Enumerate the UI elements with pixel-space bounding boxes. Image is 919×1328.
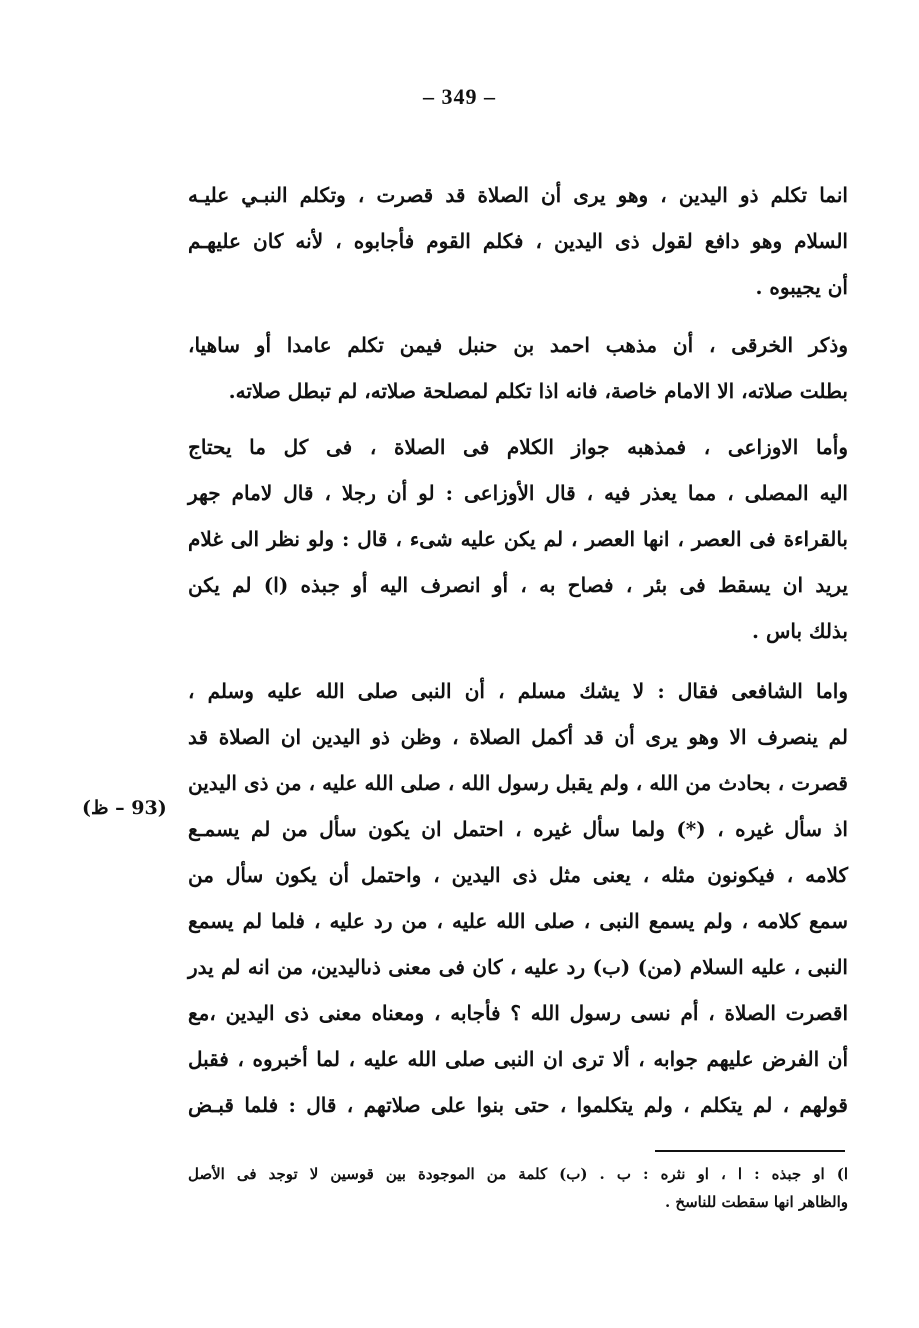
paragraph-4 [188, 668, 848, 1128]
text-line: اليه المصلى ، مما يعذر فيه ، قال الأوزاعى : لو أن رجلا ، قال لامام جهر [188, 481, 848, 505]
text-line: اذ سأل غيره ، (*) ولما سأل غيره ، احتمل ان يكون سأل من لم يسمـع [188, 817, 848, 841]
paragraph-3 [188, 424, 848, 654]
text-line: لم ينصرف الا وهو يرى أن قد أكمل الصلاة ، وظن ذو اليدين ان الصلاة قد [188, 725, 848, 749]
margin-folio-note: (93 – ظ) [82, 797, 167, 819]
text-line: أن يجيبوه . [755, 275, 848, 299]
text-line: وأما الاوزاعى ، فمذهبه جواز الكلام فى الصلاة ، فى كل ما يحتاج [188, 435, 848, 459]
text-line: بذلك باس . [752, 619, 848, 643]
paragraph-2 [188, 322, 848, 414]
text-line: السلام وهو دافع لقول ذى اليدين ، فكلم القوم فأجابوه ، لأنه كان عليهـم [188, 229, 848, 253]
text-line: النبى ، عليه السلام (من) (ب) رد عليه ، كان فى معنى ذىاليدين، من انه لم يدر [188, 955, 848, 979]
page-number: – 349 – [423, 84, 496, 109]
main-text [188, 172, 848, 1128]
text-line: سمع كلامه ، ولم يسمع النبى ، صلى الله عليه ، من رد عليه ، فلما لم يسمع [188, 909, 848, 933]
text-line: بالقراءة فى العصر ، انها العصر ، لم يكن عليه شىء ، قال : ولو نظر الى غلام [188, 527, 848, 551]
text-line: كلامه ، فيكونون مثله ، يعنى مثل ذى اليدين ، واحتمل أن يكون سأل من [188, 863, 848, 887]
text-line: يريد ان يسقط فى بئر ، فصاح به ، أو انصرف اليه أو جبذه (ا) لم يكن [188, 573, 848, 597]
text-line: بطلت صلاته، الا الامام خاصة، فانه اذا تكلم لمصلحة صلاته، لم تبطل صلاته. [228, 379, 848, 403]
footnote-line: ا) او جبذه : ا ، او نثره : ب . (ب) كلمة من الموجودة بين قوسين لا توجد فى الأصل [188, 1165, 848, 1183]
text-line: انما تكلم ذو اليدين ، وهو يرى أن الصلاة قد قصرت ، وتكلم النبـي عليـه [188, 183, 848, 207]
paragraph-1 [188, 172, 848, 310]
text-line: قصرت ، بحادث من الله ، ولم يقبل رسول الله ، صلى الله عليه ، من ذى اليدين [188, 771, 848, 795]
text-line: واما الشافعى فقال : لا يشك مسلم ، أن النبى صلى الله عليه وسلم ، [188, 679, 848, 703]
text-line: قولهم ، لم يتكلم ، ولم يتكلموا ، حتى بنوا على صلاتهم ، قال : فلما قبـض [188, 1093, 848, 1117]
footnotes [188, 1160, 848, 1216]
text-line: أن الفرض عليهم جوابه ، ألا ترى ان النبى صلى الله عليه ، لما أخبروه ، فقبل [188, 1047, 848, 1071]
text-line: وذكر الخرقى ، أن مذهب احمد بن حنبل فيمن تكلم عامدا أو ساهيا، [188, 333, 848, 357]
footnote-line: والظاهر انها سقطت للناسخ . [664, 1193, 848, 1211]
footnote-separator [655, 1150, 845, 1152]
text-line: اقصرت الصلاة ، أم نسى رسول الله ؟ فأجابه ، ومعناه معنى ذى اليدين ،مع [188, 1001, 849, 1025]
